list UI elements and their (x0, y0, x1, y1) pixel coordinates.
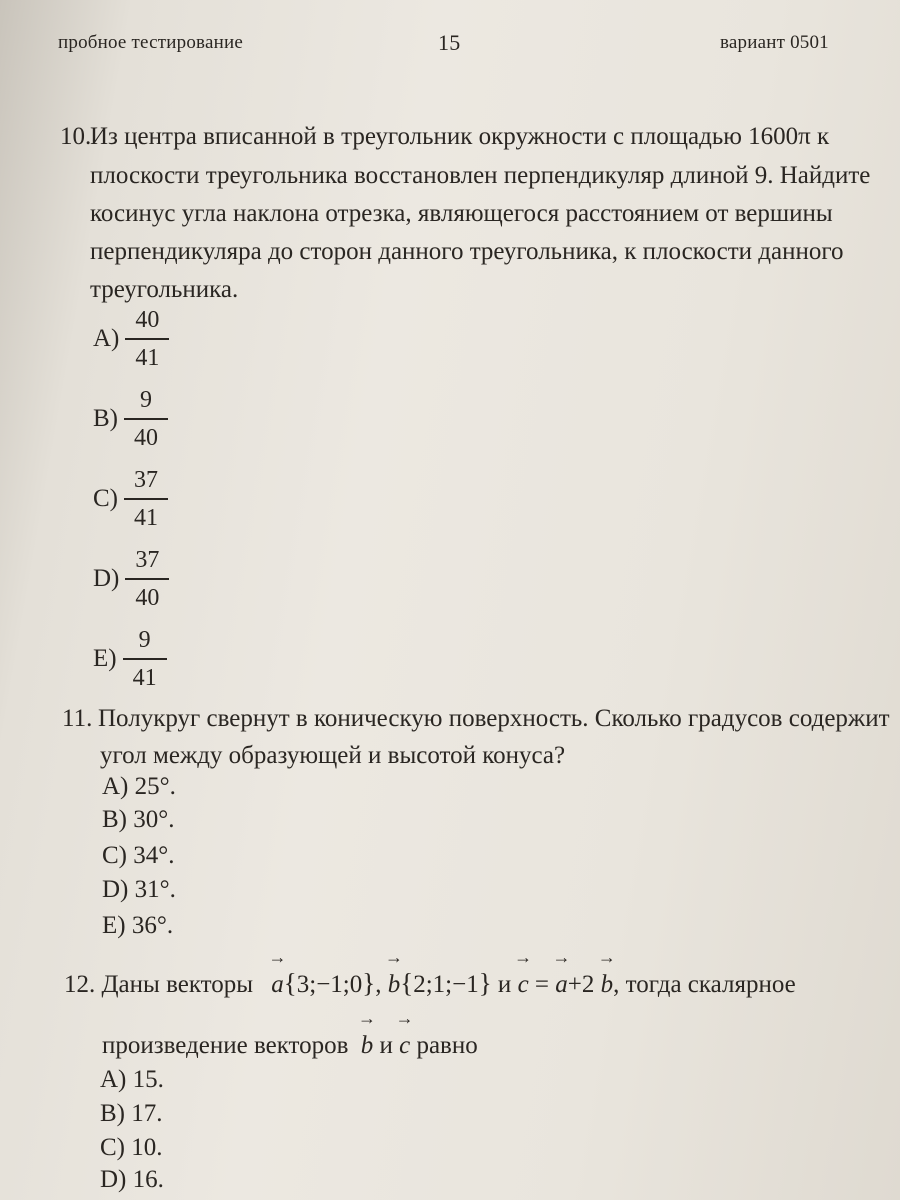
q12-option-a[interactable]: A) 15. (100, 1066, 164, 1093)
q10-option-e[interactable] (93, 625, 167, 693)
vector-a (268, 947, 287, 999)
vector-b-coords: 2;1;−1 (413, 971, 479, 998)
q11-line-2: угол между образующей и высотой конуса? (100, 742, 566, 769)
option-fraction (125, 305, 169, 373)
q12-intro: Даны векторы (101, 971, 254, 998)
fraction-bar (124, 418, 168, 420)
q11-option-c[interactable]: C) 34°. (102, 842, 175, 869)
arrow-icon: → (552, 947, 571, 967)
numerator: 9 (138, 627, 151, 653)
arrow-icon: → (395, 1008, 414, 1028)
q12-line2-start: произведение векторов (102, 1032, 349, 1059)
arrow-icon: → (514, 947, 533, 967)
option-fraction (124, 385, 168, 453)
numerator: 40 (135, 307, 160, 333)
q10-line-2: плоскости треугольника восстановлен перпендикуляр длиной 9. Найдите (90, 162, 871, 189)
brace-close: } (478, 968, 492, 998)
q10-line-5: треугольника. (90, 276, 239, 303)
option-fraction (123, 625, 167, 693)
q12-number: 12. (64, 971, 96, 998)
vector-a-coords: 3;−1;0 (296, 971, 363, 998)
arrow-icon: → (268, 947, 287, 967)
denominator: 41 (132, 664, 157, 691)
q11-option-d[interactable]: D) 31°. (102, 876, 176, 903)
vector-b-2: → b (357, 1008, 376, 1059)
q12-option-b[interactable]: B) 17. (100, 1100, 163, 1127)
q10-option-a[interactable] (93, 305, 169, 373)
option-label: D) (93, 564, 120, 592)
q11-option-b[interactable]: B) 30°. (102, 806, 175, 833)
q10-option-b[interactable] (93, 385, 168, 453)
fraction-bar (124, 498, 168, 500)
q10-line-4: перпендикуляра до сторон данного треугольника, к плоскости данного (90, 238, 844, 265)
numerator: 9 (140, 387, 152, 413)
fraction-bar (125, 578, 169, 580)
q12-line-2: произведение векторов → b и → c равно (102, 1008, 478, 1059)
q10-option-c[interactable] (93, 465, 168, 533)
vector-c-2: → c (395, 1008, 414, 1059)
q10-number: 10. (60, 123, 92, 150)
vector-a-expr: → a (552, 947, 571, 998)
q12-line-1: 12. Даны векторы → a{3;−1;0}, → b{2;1;−1} и → c = → a+2 → b, тогда скалярное (64, 947, 796, 998)
fraction-bar (123, 658, 167, 660)
q12-option-c[interactable]: C) 10. (100, 1134, 163, 1161)
option-label: A) (93, 324, 120, 352)
vector-a-letter: a (271, 971, 284, 998)
option-fraction (124, 465, 168, 533)
option-label: C) (93, 484, 118, 512)
numerator: 37 (135, 547, 160, 573)
vector-b (384, 947, 403, 999)
denominator: 41 (135, 344, 160, 371)
vector-b-letter: b (387, 971, 401, 998)
arrow-icon: → (384, 947, 403, 967)
option-fraction (125, 545, 169, 613)
fraction-bar (125, 338, 169, 340)
q11-option-e[interactable]: E) 36°. (102, 912, 174, 939)
q11-number: 11. (62, 705, 93, 732)
vector-c: → c (514, 947, 533, 998)
brace-open: { (400, 968, 414, 998)
option-label: B) (93, 404, 118, 432)
q10-line-1: Из центра вписанной в треугольник окружности с площадью 1600π к (90, 123, 830, 150)
q11-option-a[interactable]: A) 25°. (102, 773, 176, 800)
q12-and: и (497, 971, 512, 998)
q12-tail: , тогда скалярное (613, 971, 796, 998)
arrow-icon: → (357, 1008, 376, 1028)
header-variant: вариант 0501 (720, 32, 829, 53)
q12-option-d[interactable]: D) 16. (100, 1166, 164, 1193)
denominator: 40 (134, 424, 158, 451)
q10-option-d[interactable] (93, 545, 169, 613)
header-left: пробное тестирование (58, 32, 243, 53)
arrow-icon: → (597, 947, 616, 967)
numerator: 37 (134, 467, 158, 493)
option-label: E) (93, 644, 117, 672)
page-number: 15 (438, 30, 461, 55)
brace-close: } (362, 968, 376, 998)
q10-line-3: косинус угла наклона отрезка, являющегося расстоянием от вершины (90, 200, 833, 227)
q11-line-1: Полукруг свернут в коническую поверхность. Сколько градусов содержит (98, 705, 890, 732)
brace-open: { (283, 968, 297, 998)
vector-b-expr: → b (597, 947, 616, 998)
denominator: 41 (134, 504, 158, 531)
denominator: 40 (135, 584, 160, 611)
